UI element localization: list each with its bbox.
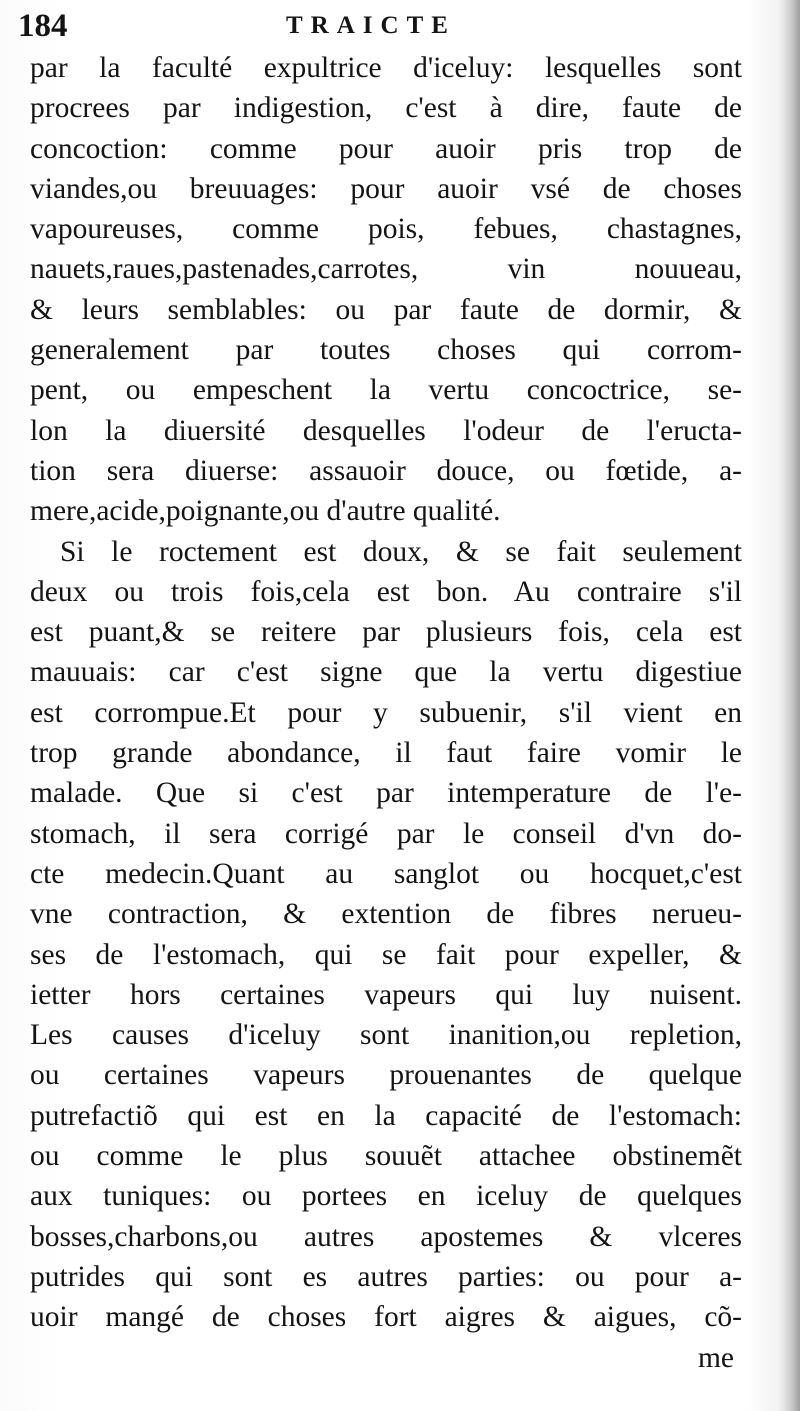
text-line: lon la diuersité desquelles l'odeur de l'eructa- (30, 414, 742, 447)
text-line: ou certaines vapeurs prouenantes de quelque (30, 1059, 742, 1092)
text-line: mauuais: car c'est signe que la vertu digestiue (30, 656, 742, 689)
text-line: putrefactiõ qui est en la capacité de l'estomach: (30, 1099, 742, 1132)
text-line: cte medecin.Quant au sanglot ou hocquet,c'est (30, 857, 742, 890)
paragraph-start-line: Si le roctement est doux, & se fait seulement (60, 535, 742, 568)
text-line: tion sera diuerse: assauoir douce, ou fœtide, a- (30, 454, 742, 487)
paragraph-end-line: mere,acide,poignante,ou d'autre qualité. (30, 495, 501, 528)
text-line: vapoureuses, comme pois, febues, chastagnes, (30, 213, 742, 246)
text-line: vne contraction, & extention de fibres nerueu- (30, 898, 742, 931)
text-line: par la faculté expultrice d'iceluy: lesquelles sont (30, 52, 742, 84)
running-title: TRAICTE (286, 12, 456, 39)
text-line: procrees par indigestion, c'est à dire, faute de (30, 92, 742, 125)
text-line: pent, ou empeschent la vertu concoctrice, se- (30, 374, 742, 407)
text-line: Les causes d'iceluy sont inanition,ou repletion, (30, 1019, 742, 1052)
text-line: bosses,charbons,ou autres apostemes & vlceres (30, 1220, 742, 1253)
page-edge-shadow (778, 0, 800, 1411)
catchword: me (697, 1341, 734, 1374)
body-text (30, 48, 742, 1378)
page-header (18, 4, 738, 48)
text-line: generalement par toutes choses qui corrom- (30, 334, 742, 367)
text-line: ses de l'estomach, qui se fait pour expeller, & (30, 938, 742, 971)
text-line: uoir mangé de choses fort aigres & aigues, cõ- (30, 1301, 742, 1334)
text-line: deux ou trois fois,cela est bon. Au contraire s'il (30, 575, 742, 608)
text-line: est puant,& se reitere par plusieurs fois, cela est (30, 616, 742, 649)
text-line: ou comme le plus souuẽt attachee obstinemẽt (30, 1140, 742, 1173)
text-line: est corrompue.Et pour y subuenir, s'il vient en (30, 696, 742, 729)
text-line: putrides qui sont es autres parties: ou pour a- (30, 1260, 742, 1293)
text-line: ietter hors certaines vapeurs qui luy nuisent. (30, 978, 742, 1011)
text-line: concoction: comme pour auoir pris trop de (30, 132, 742, 165)
text-line: & leurs semblables: ou par faute de dormir, & (30, 293, 742, 326)
page-number: 184 (18, 8, 68, 44)
text-line: trop grande abondance, il faut faire vomir le (30, 737, 742, 770)
text-line: aux tuniques: ou portees en iceluy de quelques (30, 1180, 742, 1213)
text-line: nauets,raues,pastenades,carrotes, vin nouueau, (30, 253, 742, 286)
text-line: viandes,ou breuuages: pour auoir vsé de choses (30, 172, 742, 205)
text-line: malade. Que si c'est par intemperature de l'e- (30, 777, 742, 810)
text-line: stomach, il sera corrigé par le conseil d'vn do- (30, 817, 742, 850)
